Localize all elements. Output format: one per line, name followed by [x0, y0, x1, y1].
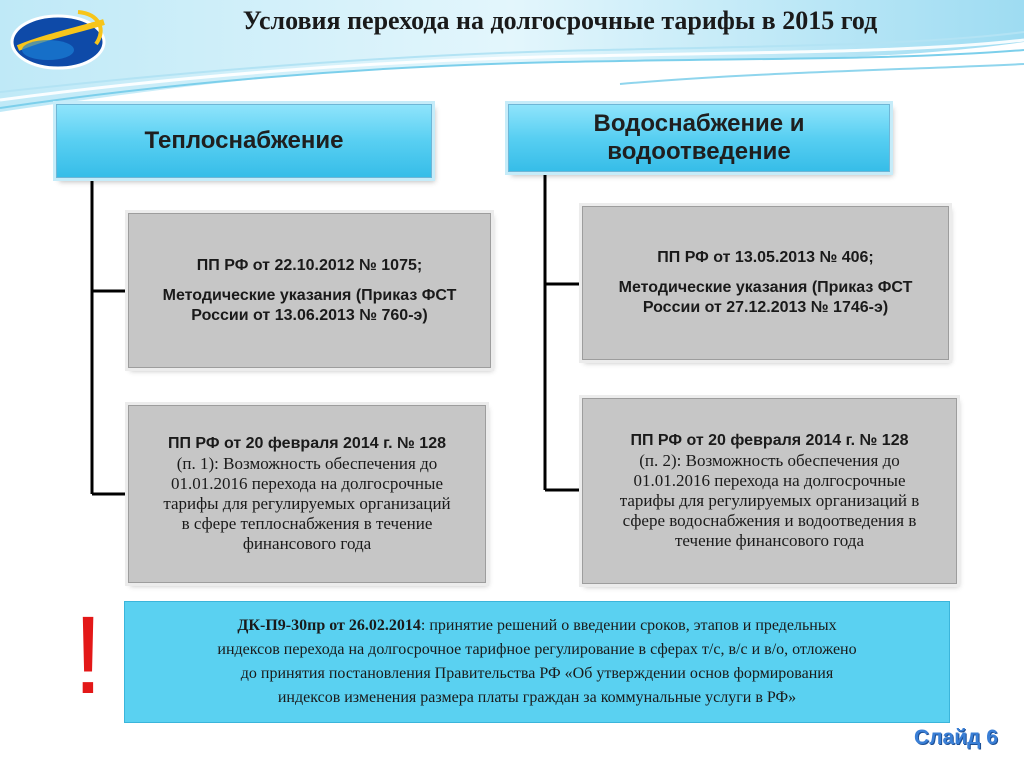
heat-regulation-line2: Методические указания (Приказ ФСТ [162, 286, 457, 304]
water-regulation-line2: Методические указания (Приказ ФСТ [618, 279, 913, 296]
slide-number: Слайд 6 [914, 726, 998, 749]
warning-line1: : принятие решений о введении сроков, этапов и предельных [420, 617, 837, 634]
category-heat-label: Теплоснабжение [144, 127, 344, 154]
heat-transition-line4: в сфере теплоснабжения в течение [181, 514, 433, 533]
heat-transition-title: ПП РФ от 20 февраля 2014 г. № 128 [167, 435, 446, 452]
heat-transition-line5: финансового года [242, 534, 372, 553]
water-transition-line2: 01.01.2016 перехода на долгосрочные [633, 471, 906, 490]
heat-regulation-line3: России от 13.06.2013 № 760-э) [191, 306, 428, 324]
water-regulation-line3: России от 27.12.2013 № 1746-э) [642, 299, 889, 316]
water-transition-box [582, 398, 957, 584]
exclamation-icon: ! [72, 594, 104, 717]
heat-regulation-box [128, 213, 491, 368]
logo-icon [8, 8, 108, 72]
heat-transition-line1: (п. 1): Возможность обеспечения до [176, 454, 438, 473]
water-transition-title: ПП РФ от 20 февраля 2014 г. № 128 [630, 432, 909, 449]
water-transition-line5: течение финансового года [674, 531, 864, 550]
warning-note-box [124, 601, 950, 723]
heat-transition-box [128, 405, 486, 583]
category-water-label-line1: Водоснабжение и [593, 110, 805, 137]
water-transition-line1: (п. 2): Возможность обеспечения до [639, 451, 900, 470]
category-water-supply [508, 104, 890, 172]
water-transition-line4: сфере водоснабжения и водоотведения в [622, 511, 917, 530]
heat-transition-line3: тарифы для регулируемых организаций [163, 494, 451, 513]
warning-document-ref: ДК-П9-30пр от 26.02.2014 [237, 617, 421, 634]
warning-line2: индексов перехода на долгосрочное тарифное регулирование в сферах т/с, в/с и в/о, отложено [217, 641, 857, 658]
water-transition-line3: тарифы для регулируемых организаций в [619, 491, 920, 510]
warning-line4: индексов изменения размера платы граждан за коммунальные услуги в РФ» [277, 689, 797, 706]
category-water-label-line2: водоотведение [607, 138, 791, 165]
warning-line3: до принятия постановления Правительства РФ «Об утверждении основ формирования [240, 665, 834, 682]
heat-transition-line2: 01.01.2016 перехода на долгосрочные [170, 474, 444, 493]
category-heat-supply [56, 104, 432, 178]
page-title: Условия перехода на долгосрочные тарифы в 2015 год [242, 6, 878, 35]
water-regulation-box [582, 206, 949, 360]
water-regulation-line1: ПП РФ от 13.05.2013 № 406; [657, 249, 874, 266]
heat-regulation-line1: ПП РФ от 22.10.2012 № 1075; [196, 256, 423, 274]
